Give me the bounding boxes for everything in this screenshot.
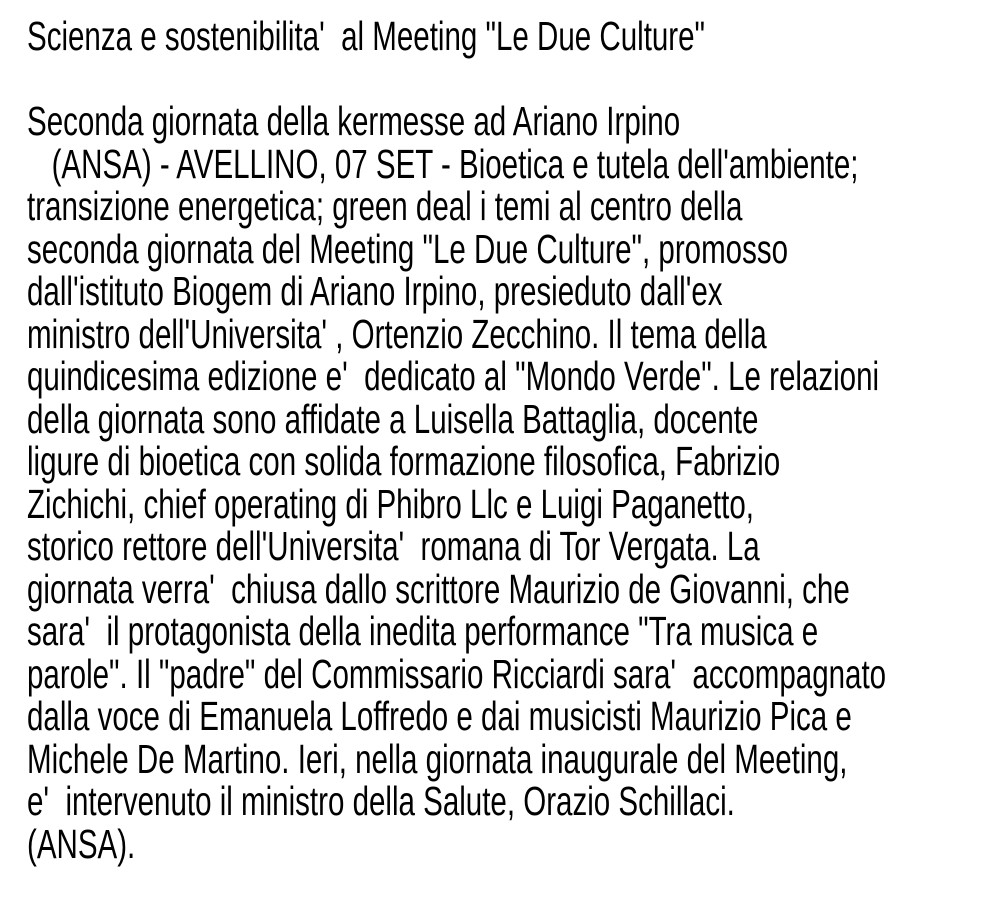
text-line: (ANSA) - AVELLINO, 07 SET - Bioetica e tutela dell'ambiente; <box>27 140 859 187</box>
text-line: giornata verra' chiusa dallo scrittore Maurizio de Giovanni, che <box>27 565 850 612</box>
blank-line <box>27 58 1003 101</box>
text-line: (ANSA). <box>27 820 136 867</box>
text-line: sara' il protagonista della inedita performance "Tra musica e <box>27 608 819 654</box>
text-line: della giornata sono affidate a Luisella Battaglia, docente <box>27 395 759 442</box>
article-title: Scienza e sostenibilita' al Meeting "Le Due Culture" <box>27 13 706 59</box>
text-line: quindicesima edizione e' dedicato al "Mondo Verde". Le relazioni <box>27 353 880 399</box>
text-line: parole". Il "padre" del Commissario Ricciardi sara' accompagnato <box>27 650 887 697</box>
text-line: ministro dell'Universita' , Ortenzio Zecchino. Il tema della <box>27 310 767 357</box>
text-line: seconda giornata del Meeting "Le Due Culture", promosso <box>27 225 789 272</box>
text-line: dalla voce di Emanuela Loffredo e dai musicisti Maurizio Pica e <box>27 693 852 739</box>
text-line: ligure di bioetica con solida formazione filosofica, Fabrizio <box>27 438 781 484</box>
text-line: dall'istituto Biogem di Ariano Irpino, presieduto dall'ex <box>27 268 723 314</box>
text-line: transizione energetica; green deal i temi al centro della <box>27 183 743 229</box>
article-subtitle: Seconda giornata della kermesse ad Ariano Irpino <box>27 98 681 144</box>
text-line: Michele De Martino. Ieri, nella giornata inaugurale del Meeting, <box>27 735 848 782</box>
article-text <box>27 15 1003 865</box>
text-line: e' intervenuto il ministro della Salute, Orazio Schillaci. <box>27 778 735 824</box>
text-line: Zichichi, chief operating di Phibro Llc e Luigi Paganetto, <box>27 480 754 527</box>
text-line: storico rettore dell'Universita' romana di Tor Vergata. La <box>27 523 760 569</box>
